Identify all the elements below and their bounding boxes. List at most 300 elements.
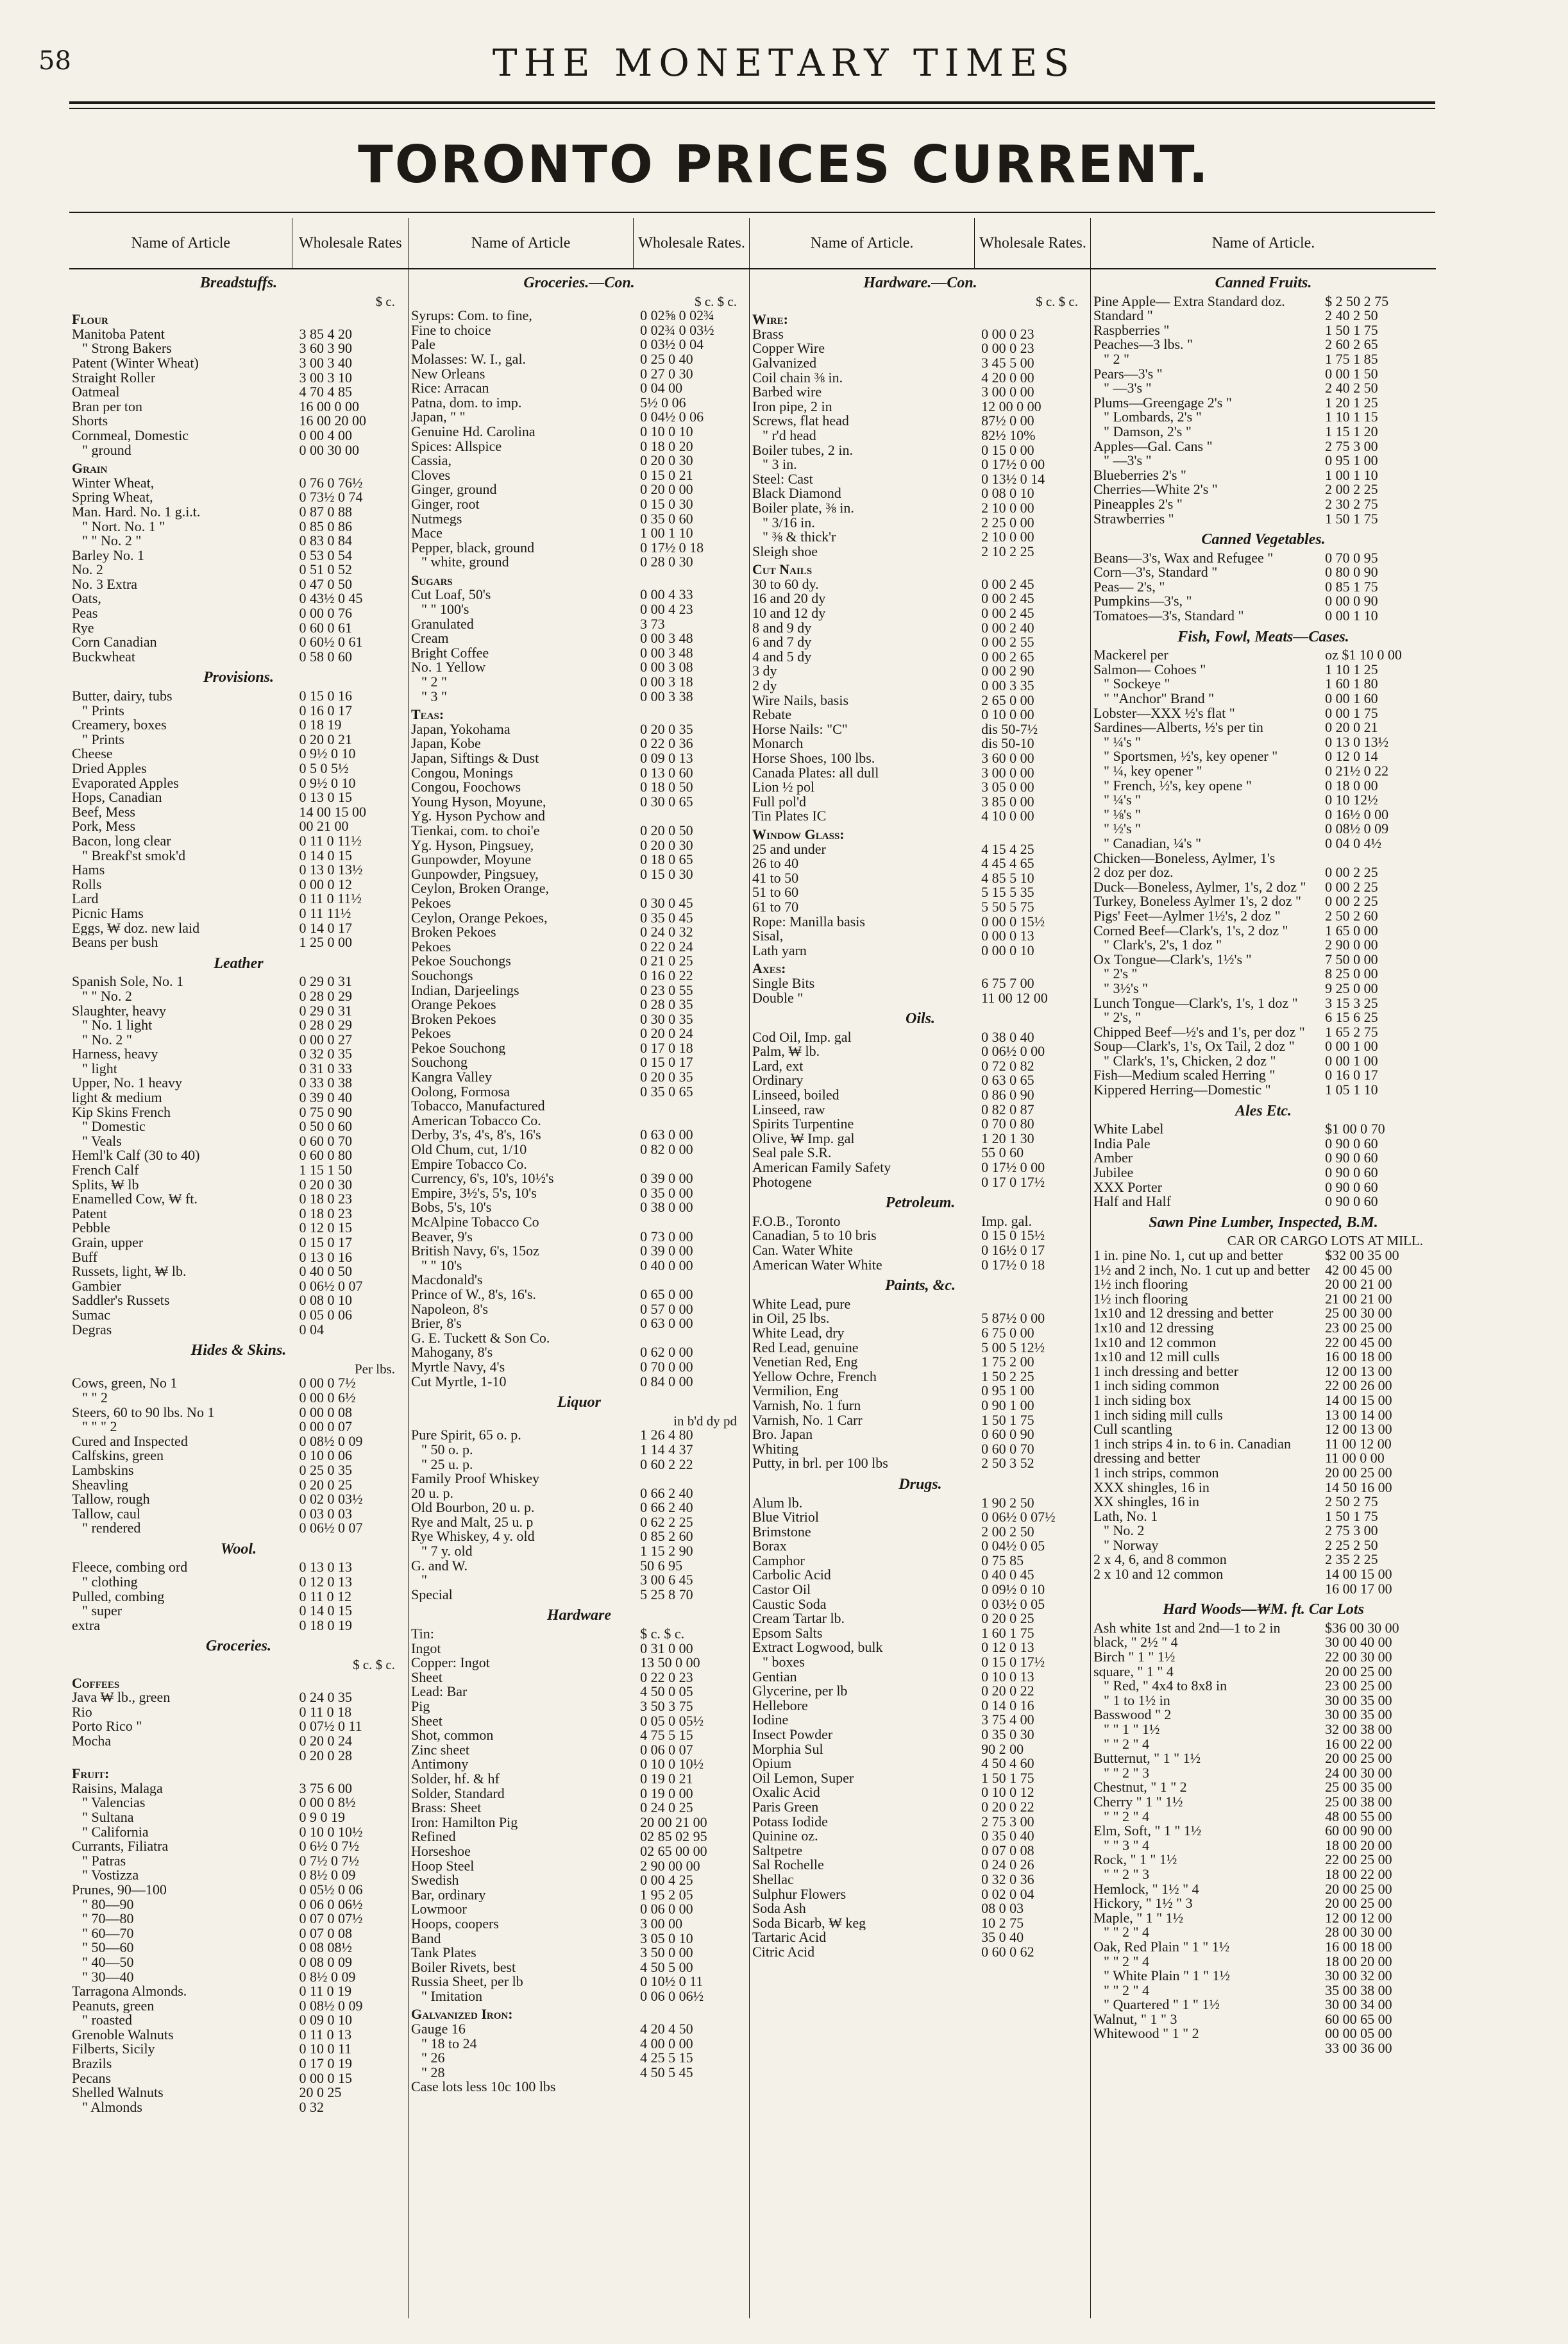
wholesale-rate: 2 10 0 00 <box>981 530 1034 545</box>
section-heading: Sawn Pine Lumber, Inspected, B.M. <box>1149 1214 1378 1231</box>
price-row <box>409 1215 750 1230</box>
price-row <box>409 1917 750 1932</box>
article-name: Patna, dom. to imp. <box>411 395 522 411</box>
wholesale-rate: 0 21 0 25 <box>640 954 693 969</box>
price-row <box>1091 1911 1436 1926</box>
wholesale-rate: 0 09 0 13 <box>640 751 693 766</box>
wholesale-rate: 20 00 25 00 <box>1325 1664 1392 1679</box>
article-name: " No. 2 " <box>82 1032 132 1048</box>
price-row <box>1091 1839 1436 1853</box>
wholesale-rate: 22 00 26 00 <box>1325 1379 1392 1393</box>
article-name: Splits, ₩ lb <box>72 1177 139 1193</box>
price-row <box>1091 1350 1436 1364</box>
price-row <box>69 621 408 636</box>
article-name: Salmon— Cohoes " <box>1093 662 1206 677</box>
article-name: Grenoble Walnuts <box>72 2027 174 2043</box>
price-row <box>409 1588 750 1602</box>
wholesale-rate: 0 70 0 80 <box>981 1117 1034 1132</box>
price-row <box>69 1734 408 1749</box>
wholesale-rate: 0 05 0 06 <box>299 1307 352 1323</box>
wholesale-rate: 0 13 0 13½ <box>299 863 363 878</box>
article-name: Bar, ordinary <box>411 1887 486 1903</box>
wholesale-rate: 0 63 0 00 <box>640 1128 693 1143</box>
article-name: " Lombards, 2's " <box>1104 410 1202 425</box>
wholesale-rate: 82½ 10% <box>981 428 1036 443</box>
wholesale-rate: 3 00 3 10 <box>299 370 352 386</box>
price-row <box>1091 1422 1436 1437</box>
price-row <box>409 512 750 527</box>
price-row <box>69 1883 408 1898</box>
wholesale-rate: 0 25 0 40 <box>640 352 693 367</box>
wholesale-rate: 0 19 0 00 <box>640 1786 693 1801</box>
wholesale-rate: 0 04 <box>299 1322 324 1338</box>
article-name: " ½'s " <box>1104 822 1141 837</box>
article-name: Hickory, " 1½ " 3 <box>1093 1896 1193 1911</box>
price-row <box>409 454 750 468</box>
article-name: Strawberries " <box>1093 511 1174 527</box>
price-row <box>69 1507 408 1522</box>
article-name: Special <box>411 1587 453 1602</box>
price-row <box>409 2037 750 2051</box>
price-row <box>409 1757 750 1772</box>
price-row <box>750 414 1091 429</box>
article-name: Molasses: W. I., gal. <box>411 352 527 367</box>
wholesale-rate: 5 00 5 12½ <box>981 1340 1045 1355</box>
article-name: 1x10 and 12 mill culls <box>1093 1350 1220 1364</box>
article-name: Rice: Arracan <box>411 381 489 396</box>
article-name: Cloves <box>411 468 451 483</box>
article-name: Potass Iodide <box>752 1814 828 1830</box>
wholesale-rate: 0 02 0 03½ <box>299 1492 363 1507</box>
article-name: G. E. Tuckett & Son Co. <box>411 1330 550 1346</box>
price-row <box>750 1539 1091 1554</box>
wholesale-rate: 0 47 0 50 <box>299 577 352 592</box>
article-name: Lath yarn <box>752 943 807 958</box>
price-row <box>750 842 1091 857</box>
price-row <box>409 1070 750 1085</box>
price-row <box>750 1413 1091 1428</box>
wholesale-rate: 0 20 0 25 <box>299 1477 352 1493</box>
article-name: White Lead, dry <box>752 1325 845 1341</box>
article-name: Tienkai, com. to choi'e <box>411 823 540 838</box>
price-row <box>409 881 750 896</box>
price-row <box>750 385 1091 400</box>
wholesale-rate: 0 10 0 13 <box>981 1669 1034 1685</box>
wholesale-rate: 1 50 1 75 <box>981 1413 1034 1428</box>
price-row <box>1091 894 1436 909</box>
article-name: Saddler's Russets <box>72 1293 170 1308</box>
section-heading: Groceries.—Con. <box>523 275 635 291</box>
price-row <box>409 809 750 824</box>
wholesale-rate: 3 00 3 40 <box>299 355 352 371</box>
price-row <box>409 1287 750 1302</box>
wholesale-rate: 25 00 30 00 <box>1325 1306 1392 1321</box>
price-row <box>1091 1882 1436 1897</box>
wholesale-rate: 0 00 0 23 <box>981 327 1034 342</box>
article-name: American Tobacco Co. <box>411 1113 541 1128</box>
article-name: Maple, " 1 " 1½ <box>1093 1910 1184 1926</box>
price-row <box>409 838 750 853</box>
wholesale-rate: 4 10 0 00 <box>981 809 1034 824</box>
wholesale-rate: 0 35 0 65 <box>640 1084 693 1100</box>
article-name: " " 3 " 4 <box>1104 1838 1149 1853</box>
article-name: Manitoba Patent <box>72 327 165 342</box>
article-name: " 30—40 <box>82 1969 134 1985</box>
units-label: CAR OR CARGO LOTS AT MILL. <box>1227 1233 1423 1249</box>
wholesale-rate: 0 24 0 25 <box>640 1801 693 1815</box>
article-name: Spanish Sole, No. 1 <box>72 974 184 989</box>
wholesale-rate: 1 90 2 50 <box>981 1495 1034 1511</box>
article-name: 41 to 50 <box>752 871 799 886</box>
article-name: Dried Apples <box>72 761 147 776</box>
price-row <box>409 1656 750 1670</box>
price-row <box>69 1236 408 1250</box>
price-row <box>69 1839 408 1854</box>
wholesale-rate: 0 8½ 0 09 <box>299 1969 356 1985</box>
wholesale-rate: dis 50-10 <box>981 736 1034 751</box>
price-row <box>69 1323 408 1338</box>
price-row <box>750 1785 1091 1800</box>
price-row <box>69 577 408 592</box>
article-name: " 50—60 <box>82 1941 134 1955</box>
column-header-rates: Wholesale Rates. <box>633 218 750 268</box>
wholesale-rate: 0 08 0 10 <box>299 1293 352 1308</box>
wholesale-rate: 0 13 0 15 <box>299 790 352 805</box>
wholesale-rate: 0 90 0 60 <box>1325 1194 1378 1209</box>
wholesale-rate: 0 07 0 08 <box>299 1926 352 1941</box>
wholesale-rate: 1 75 2 00 <box>981 1355 1034 1370</box>
wholesale-rate: 0 06½ 0 07 <box>299 1278 363 1294</box>
wholesale-rate: 0 00 0 90 <box>1325 594 1378 609</box>
wholesale-rate: 00 00 05 00 <box>1325 2026 1392 2042</box>
price-row <box>409 631 750 646</box>
price-row <box>69 906 408 921</box>
wholesale-rate: 0 00 2 25 <box>1325 865 1378 880</box>
article-name: " " 100's <box>421 602 469 617</box>
article-name: Blue Vitriol <box>752 1510 819 1525</box>
article-name: " Sultana <box>82 1810 134 1825</box>
price-row <box>1091 580 1436 595</box>
price-row <box>750 635 1091 650</box>
price-row <box>1091 1054 1436 1069</box>
section-heading: Liquor <box>557 1394 601 1411</box>
price-row <box>750 591 1091 606</box>
wholesale-rate: 0 08½ 0 09 <box>299 1434 363 1449</box>
price-row <box>409 2051 750 2066</box>
article-name: Peas— 2's, " <box>1093 579 1165 595</box>
price-row <box>1091 1194 1436 1209</box>
wholesale-rate: 0 00 0 76 <box>299 606 352 621</box>
article-name: XXX Porter <box>1093 1180 1162 1195</box>
article-name: 1 in. pine No. 1, cut up and better <box>1093 1248 1283 1263</box>
wholesale-rate: 30 00 35 00 <box>1325 1693 1392 1708</box>
article-name: " ⅜ & thick'r <box>763 530 836 545</box>
price-row <box>1091 1321 1436 1336</box>
wholesale-rate: 0 02⅝ 0 02¾ <box>640 309 714 323</box>
wholesale-rate: 3 75 4 00 <box>981 1713 1034 1728</box>
price-row <box>409 1529 750 1544</box>
price-row <box>69 1941 408 1955</box>
wholesale-rate: 0 28 0 29 <box>299 1018 352 1033</box>
wholesale-rate: 5 15 5 35 <box>981 885 1034 900</box>
article-name: Yg. Hyson, Pingsuey, <box>411 838 534 853</box>
article-name: " —3's " <box>1104 454 1152 468</box>
price-row <box>1091 648 1436 663</box>
price-row <box>750 664 1091 679</box>
price-row <box>750 472 1091 487</box>
article-name: Blueberries 2's " <box>1093 468 1186 483</box>
wholesale-rate: 3 85 4 20 <box>299 327 352 342</box>
wholesale-rate: 1 50 2 25 <box>981 1369 1034 1384</box>
price-row <box>750 1844 1091 1858</box>
price-row <box>69 1984 408 1999</box>
price-row <box>1091 865 1436 880</box>
article-name: " No. 2 <box>1104 1524 1145 1538</box>
wholesale-rate: 0 28 0 29 <box>299 989 352 1004</box>
price-row <box>1091 425 1436 439</box>
article-name: " California <box>82 1824 149 1840</box>
wholesale-rate: 0 18 0 65 <box>640 853 693 867</box>
article-name: XXX shingles, 16 in <box>1093 1480 1210 1495</box>
wholesale-rate: 0 51 0 52 <box>299 563 352 577</box>
article-name: Mackerel per <box>1093 648 1168 663</box>
price-row <box>69 892 408 906</box>
price-row <box>1091 454 1436 468</box>
article-name: Iron pipe, 2 in <box>752 399 832 414</box>
article-name: Yg. Hyson Pychow and <box>411 809 545 824</box>
article-name: Sumac <box>72 1307 110 1323</box>
article-name: American Water White <box>752 1257 882 1273</box>
section-heading: Oils. <box>905 1010 935 1028</box>
subsection-heading: Galvanized Iron: <box>411 2006 513 2023</box>
article-name: Ginger, ground <box>411 482 497 497</box>
article-name: Alum lb. <box>752 1495 803 1511</box>
wholesale-rate: 12 00 13 00 <box>1325 1422 1392 1437</box>
article-name: 10 and 12 dy <box>752 606 826 621</box>
price-row <box>69 1250 408 1265</box>
article-name: Spirits Turpentine <box>752 1117 854 1132</box>
price-row <box>69 1719 408 1734</box>
price-row <box>409 1714 750 1729</box>
wholesale-rate: 0 03½ 0 04 <box>640 337 704 352</box>
wholesale-rate: 6 75 0 00 <box>981 1325 1034 1341</box>
wholesale-rate: 3 73 <box>640 616 665 632</box>
article-name: " Imitation <box>421 1989 483 2004</box>
column-header <box>69 218 408 269</box>
article-name: 1 inch dressing and better <box>1093 1364 1239 1379</box>
price-row <box>69 834 408 849</box>
price-row <box>69 1478 408 1493</box>
article-name: Tartaric Acid <box>752 1930 827 1945</box>
subsection-heading: Wire: <box>752 311 789 328</box>
article-name: " Damson, 2's " <box>1104 424 1192 439</box>
price-row <box>750 1510 1091 1525</box>
price-row <box>69 776 408 791</box>
price-row <box>1091 677 1436 692</box>
price-column-2 <box>408 218 750 2318</box>
article-name: Putty, in brl. per 100 lbs <box>752 1456 888 1471</box>
section-heading: Wool. <box>220 1540 257 1558</box>
wholesale-rate: 2 75 3 00 <box>1325 1524 1378 1538</box>
wholesale-rate: 0 12 0 13 <box>299 1575 352 1590</box>
wholesale-rate: 0 00 0 6½ <box>299 1390 356 1406</box>
price-row <box>69 563 408 577</box>
wholesale-rate: 02 85 02 95 <box>640 1830 707 1844</box>
article-name: " r'd head <box>763 428 816 443</box>
price-row <box>750 1771 1091 1786</box>
price-row <box>409 1960 750 1975</box>
price-row <box>69 1264 408 1279</box>
article-name: Lobster—XXX ½'s flat " <box>1093 706 1235 721</box>
wholesale-rate: 0 30 0 45 <box>640 896 693 911</box>
price-row <box>1091 1998 1436 2012</box>
article-name: 51 to 60 <box>752 885 799 900</box>
price-row <box>1091 497 1436 512</box>
wholesale-rate: 0 73½ 0 74 <box>299 490 363 505</box>
wholesale-rate: 1 60 1 75 <box>981 1626 1034 1641</box>
wholesale-rate: 0 20 0 22 <box>981 1799 1034 1815</box>
price-row <box>750 1713 1091 1728</box>
article-name: black, " 2½ " 4 <box>1093 1635 1178 1651</box>
price-row <box>1091 609 1436 624</box>
article-name: Oak, Red Plain " 1 " 1½ <box>1093 1939 1230 1955</box>
article-name: Hellebore <box>752 1698 808 1713</box>
article-name: Buckwheat <box>72 649 135 665</box>
price-row <box>1091 692 1436 706</box>
price-row <box>750 1355 1091 1370</box>
price-row <box>750 991 1091 1006</box>
wholesale-rate: 16 00 18 00 <box>1325 1350 1392 1364</box>
price-row <box>409 2022 750 2037</box>
wholesale-rate: 0 90 0 60 <box>1325 1151 1378 1166</box>
wholesale-rate: 0 83 0 84 <box>299 534 352 548</box>
price-row <box>69 1575 408 1590</box>
price-row <box>750 1887 1091 1902</box>
wholesale-rate: 0 95 1 00 <box>981 1384 1034 1398</box>
article-name: Gunpowder, Moyune <box>411 853 532 867</box>
wholesale-rate: 0 00 2 65 <box>981 649 1034 665</box>
wholesale-rate: 0 84 0 00 <box>640 1374 693 1389</box>
wholesale-rate: oz $1 10 0 00 <box>1325 648 1402 663</box>
article-name: Gambier <box>72 1278 121 1294</box>
wholesale-rate: 13 50 0 00 <box>640 1656 700 1670</box>
article-name: Cured and Inspected <box>72 1434 188 1449</box>
wholesale-rate: 0 39 0 00 <box>640 1244 693 1259</box>
article-name: Japan, Kobe <box>411 736 481 751</box>
wholesale-rate: 0 29 0 31 <box>299 1003 352 1019</box>
running-title: THE MONETARY TIMES <box>492 41 1076 85</box>
wholesale-rate: 60 00 90 00 <box>1325 1824 1392 1839</box>
article-name: square, " 1 " 4 <box>1093 1664 1174 1679</box>
article-name: Sheavling <box>72 1477 128 1493</box>
article-name: Shorts <box>72 414 108 429</box>
price-row <box>409 1026 750 1041</box>
article-name: Russets, light, ₩ lb. <box>72 1264 187 1279</box>
price-row <box>409 911 750 926</box>
price-row <box>750 1496 1091 1511</box>
article-name: White Label <box>1093 1122 1164 1137</box>
wholesale-rate: 0 13 0 60 <box>640 765 693 781</box>
price-row <box>69 1868 408 1883</box>
price-row <box>750 1370 1091 1384</box>
article-name: Picnic Hams <box>72 906 144 921</box>
wholesale-rate: 0 00 3 38 <box>640 689 693 704</box>
column-header-rates: Wholesale Rates. <box>974 218 1091 268</box>
price-row <box>69 747 408 761</box>
price-row <box>409 780 750 795</box>
price-row <box>1091 764 1436 779</box>
article-name: Canada Plates: all dull <box>752 765 879 781</box>
wholesale-rate: 23 00 25 00 <box>1325 1679 1392 1694</box>
price-row <box>1091 1722 1436 1737</box>
article-name: 1 inch strips, common <box>1093 1465 1219 1481</box>
wholesale-rate: 0 60 0 70 <box>299 1134 352 1149</box>
section-heading: Fish, Fowl, Meats—Cases. <box>1177 628 1349 645</box>
wholesale-rate: 0 11 11½ <box>299 906 351 921</box>
article-name: light & medium <box>72 1091 162 1105</box>
article-name: Solder, hf. & hf <box>411 1771 500 1787</box>
wholesale-rate: 0 04½ 0 05 <box>981 1539 1045 1554</box>
article-name: Cream Tartar lb. <box>752 1611 845 1626</box>
wholesale-rate: 2 90 0 00 <box>1325 938 1378 953</box>
price-row <box>1091 706 1436 721</box>
article-name: " Prints <box>82 732 124 747</box>
wholesale-rate: 0 20 0 30 <box>640 454 693 468</box>
article-name: Steers, 60 to 90 lbs. No 1 <box>72 1405 215 1420</box>
price-row <box>69 1955 408 1970</box>
price-row <box>409 1873 750 1888</box>
article-name: " rendered <box>82 1521 141 1536</box>
article-name: Copper Wire <box>752 341 825 356</box>
article-name: Souchong <box>411 1055 468 1071</box>
wholesale-rate: 0 06½ 0 07½ <box>981 1510 1056 1525</box>
price-row <box>1091 1780 1436 1795</box>
wholesale-rate: 48 00 55 00 <box>1325 1809 1392 1824</box>
article-name: 1 inch siding box <box>1093 1393 1192 1408</box>
article-name: Souchongs <box>411 968 473 983</box>
price-row <box>1091 663 1436 677</box>
article-name: Tobacco, Manufactured <box>411 1099 545 1114</box>
wholesale-rate: 2 10 0 00 <box>981 500 1034 516</box>
wholesale-rate: 9 25 0 00 <box>1325 981 1378 996</box>
wholesale-rate: 2 00 2 50 <box>981 1524 1034 1540</box>
article-name: Indian, Darjeelings <box>411 983 519 998</box>
article-name: Case lots less 10c 100 lbs <box>411 2080 556 2095</box>
wholesale-rate: 20 00 25 00 <box>1325 1896 1392 1911</box>
price-row <box>69 819 408 834</box>
wholesale-rate: 0 10 0 10½ <box>299 1824 363 1840</box>
wholesale-rate: 0 82 0 00 <box>640 1142 693 1157</box>
price-row <box>69 490 408 505</box>
article-name: Soup—Clark's, 1's, Ox Tail, 2 doz " <box>1093 1039 1295 1054</box>
section-heading: Drugs. <box>898 1475 942 1493</box>
price-row <box>69 935 408 950</box>
article-name: " Valencias <box>82 1796 146 1810</box>
article-name: " ⅛'s " <box>1104 807 1141 822</box>
article-name: Soda Ash <box>752 1901 806 1916</box>
price-row <box>750 606 1091 621</box>
price-row <box>69 1970 408 1985</box>
article-name: " ¼, key opener " <box>1104 764 1202 779</box>
price-row <box>1091 1039 1436 1054</box>
price-row <box>750 1525 1091 1540</box>
price-row <box>750 400 1091 414</box>
price-row <box>409 925 750 940</box>
wholesale-rate: 0 03½ 0 05 <box>981 1597 1045 1612</box>
wholesale-rate: 3 60 0 00 <box>981 751 1034 766</box>
price-row <box>750 545 1091 559</box>
price-row <box>750 1175 1091 1190</box>
